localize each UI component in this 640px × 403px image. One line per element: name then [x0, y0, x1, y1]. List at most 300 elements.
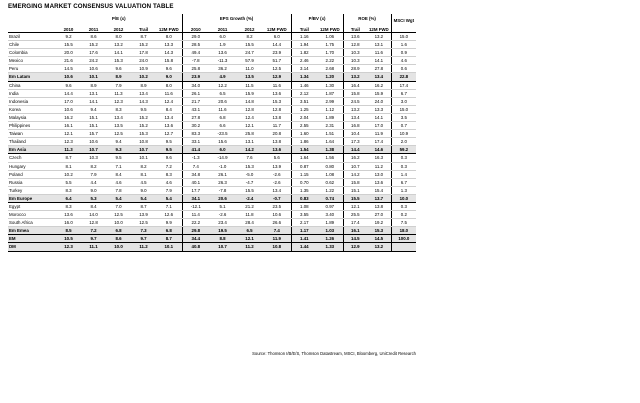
table-cell: 36.2: [209, 65, 236, 73]
table-cell: 1.64: [317, 138, 343, 146]
table-cell: 21.6: [56, 57, 81, 65]
table-cell: 13.1: [81, 89, 106, 97]
table-cell: 11.2: [367, 162, 391, 170]
table-cell: -2.6: [209, 211, 236, 219]
table-cell: 7.2: [156, 162, 182, 170]
table-cell: -14.9: [209, 154, 236, 162]
table-cell: 1.25: [291, 105, 317, 113]
table-cell: 10.1: [156, 243, 182, 251]
table-cell: 9.4: [81, 105, 106, 113]
table-cell: 13.4: [343, 113, 367, 121]
table-cell: 15.3: [263, 97, 291, 105]
table-cell: 24.0: [131, 57, 156, 65]
table-cell: 11.6: [209, 105, 236, 113]
table-cell: 13.8: [263, 113, 291, 121]
table-cell: 10.0: [106, 219, 131, 227]
market-name: China: [8, 81, 56, 89]
market-name: Taiwan: [8, 130, 56, 138]
table-cell: 13.4: [156, 113, 182, 121]
table-cell: 13.8: [263, 138, 291, 146]
table-cell: 11.6: [156, 89, 182, 97]
table-cell: 4.5: [131, 178, 156, 186]
market-name: Em Latam: [8, 73, 56, 81]
table-cell: -1.0: [209, 162, 236, 170]
table-cell: 8.7: [131, 202, 156, 210]
market-name: Em Asia: [8, 146, 56, 154]
table-cell: 12.1: [236, 122, 263, 130]
table-row: [8, 105, 416, 113]
table-row: [8, 162, 416, 170]
table-cell: 34.0: [182, 81, 209, 89]
table-cell: 13.0: [367, 170, 391, 178]
table-cell: 15.6: [209, 138, 236, 146]
table-cell: 13.3: [156, 41, 182, 49]
table-cell: 5.4: [131, 194, 156, 202]
table-cell: 10.7: [343, 162, 367, 170]
table-cell: 8.8: [209, 235, 236, 243]
table-cell: 12.4: [156, 97, 182, 105]
table-cell: 1.4: [391, 170, 416, 178]
table-cell: 16.2: [367, 81, 391, 89]
table-cell: 2.04: [291, 113, 317, 121]
table-cell: 0.80: [317, 162, 343, 170]
table-cell: 3.40: [317, 211, 343, 219]
table-cell: 1.6: [391, 41, 416, 49]
table-cell: 3.51: [291, 97, 317, 105]
table-cell: 10.7: [131, 146, 156, 154]
group-header-row: [8, 14, 416, 23]
table-row: [8, 130, 416, 138]
table-cell: 0.62: [317, 178, 343, 186]
column-header: 2010: [56, 23, 81, 33]
table-cell: 1.3: [391, 186, 416, 194]
table-cell: 11.9: [367, 130, 391, 138]
table-cell: 9.7: [81, 235, 106, 243]
table-cell: 6.4: [56, 194, 81, 202]
table-cell: -7.8: [209, 186, 236, 194]
table-row: [8, 97, 416, 105]
table-cell: 25.8: [182, 65, 209, 73]
table-cell: 6.8: [156, 227, 182, 235]
table-cell: 33.1: [182, 138, 209, 146]
table-cell: 1.44: [291, 243, 317, 251]
table-cell: 14.5: [56, 65, 81, 73]
table-cell: 6.5: [236, 227, 263, 235]
table-cell: 13.6: [209, 49, 236, 57]
table-cell: 23.9: [182, 73, 209, 81]
table-cell: 8.9: [131, 81, 156, 89]
table-cell: 12.1: [236, 235, 263, 243]
table-cell: 8.3: [56, 202, 81, 210]
table-cell: 13.2: [367, 33, 391, 41]
table-cell: 12.3: [106, 97, 131, 105]
table-cell: 20.8: [263, 130, 291, 138]
table-cell: 1.26: [317, 235, 343, 243]
table-cell: 11.2: [236, 243, 263, 251]
table-cell: 8.4: [156, 105, 182, 113]
table-cell: 9.7: [131, 235, 156, 243]
table-cell: 18.0: [391, 227, 416, 235]
table-cell: 23.4: [209, 219, 236, 227]
table-body: [8, 33, 416, 252]
table-cell: 1.54: [291, 146, 317, 154]
table-cell: 10.6: [56, 105, 81, 113]
table-cell: 10.0: [106, 243, 131, 251]
table-cell: 10.0: [391, 194, 416, 202]
table-cell: 10.2: [131, 73, 156, 81]
table-cell: 29.8: [182, 227, 209, 235]
table-cell: 1.82: [291, 49, 317, 57]
table-cell: 11.5: [236, 81, 263, 89]
table-cell: 10.4: [343, 130, 367, 138]
table-cell: 1.30: [317, 81, 343, 89]
table-cell: 15.8: [343, 89, 367, 97]
table-cell: 2.0: [391, 138, 416, 146]
table-cell: 17.3: [343, 138, 367, 146]
table-cell: 9.0: [131, 186, 156, 194]
market-name: Colombia: [8, 49, 56, 57]
market-name: Poland: [8, 170, 56, 178]
table-cell: 10.6: [263, 211, 291, 219]
table-cell: 14.3: [156, 49, 182, 57]
table-cell: 9.0: [156, 73, 182, 81]
table-cell: 15.5: [56, 41, 81, 49]
table-cell: 5.6: [263, 154, 291, 162]
table-cell: 16.2: [56, 113, 81, 121]
table-cell: 17.4: [391, 81, 416, 89]
table-cell: 9.0: [81, 186, 106, 194]
table-cell: 9.3: [106, 146, 131, 154]
table-cell: 15.8: [156, 57, 182, 65]
table-cell: 12.5: [263, 65, 291, 73]
table-cell: 11.3: [106, 89, 131, 97]
table-cell: 2.46: [291, 57, 317, 65]
table-cell: 14.1: [367, 57, 391, 65]
table-cell: -2.6: [263, 170, 291, 178]
table-cell: 24.0: [367, 97, 391, 105]
table-cell: 8.4: [81, 202, 106, 210]
table-cell: 6.7: [391, 178, 416, 186]
table-cell: 13.1: [367, 41, 391, 49]
table-cell: 34.8: [182, 170, 209, 178]
table-row: [8, 113, 416, 121]
table-cell: 13.6: [56, 211, 81, 219]
table-cell: 19.2: [367, 219, 391, 227]
table-cell: 10.3: [343, 57, 367, 65]
table-cell: 1.22: [317, 186, 343, 194]
market-name: Em Emea: [8, 227, 56, 235]
table-cell: 1.41: [291, 235, 317, 243]
market-name: Hungary: [8, 162, 56, 170]
table-cell: 11.0: [236, 65, 263, 73]
table-row: [8, 138, 416, 146]
table-cell: [391, 243, 416, 251]
market-name: Peru: [8, 65, 56, 73]
table-row: [8, 33, 416, 41]
table-cell: 15.5: [236, 41, 263, 49]
table-row: [8, 41, 416, 49]
table-cell: 10.9: [131, 65, 156, 73]
table-cell: 1.08: [291, 202, 317, 210]
column-header: Trail: [343, 23, 367, 33]
table-cell: 83.3: [182, 130, 209, 138]
table-cell: 15.4: [367, 186, 391, 194]
table-cell: 0.83: [291, 194, 317, 202]
table-cell: 3.5: [391, 113, 416, 121]
table-cell: 15.5: [236, 186, 263, 194]
table-cell: 1.56: [317, 154, 343, 162]
roe-group-header: ROE (%): [343, 14, 391, 23]
table-row: [8, 89, 416, 97]
table-cell: 13.2: [367, 243, 391, 251]
table-cell: 20.0: [56, 49, 81, 57]
table-cell: 12.7: [156, 130, 182, 138]
sub-header-row: [8, 23, 416, 33]
table-cell: 7.9: [106, 81, 131, 89]
table-cell: 14.4: [56, 89, 81, 97]
table-cell: 9.6: [56, 81, 81, 89]
table-cell: 17.4: [343, 219, 367, 227]
table-cell: 16.1: [343, 227, 367, 235]
table-cell: 12.9: [343, 243, 367, 251]
table-cell: 9.6: [106, 65, 131, 73]
table-cell: 8.6: [106, 235, 131, 243]
table-cell: 8.7: [131, 33, 156, 41]
table-cell: -12.1: [182, 202, 209, 210]
table-cell: 16.1: [56, 122, 81, 130]
market-name: Czech: [8, 154, 56, 162]
column-header: 2012: [106, 23, 131, 33]
market-name: Brazil: [8, 33, 56, 41]
table-cell: 4.6: [391, 57, 416, 65]
table-cell: 13.4: [131, 89, 156, 97]
table-cell: 15.1: [343, 186, 367, 194]
table-cell: 34.1: [182, 194, 209, 202]
table-cell: 12.1: [56, 130, 81, 138]
table-cell: 1.16: [291, 33, 317, 41]
table-cell: 1.89: [317, 113, 343, 121]
table-cell: 7.1: [156, 202, 182, 210]
table-cell: 27.8: [182, 113, 209, 121]
column-header: 2011: [209, 23, 236, 33]
table-cell: 12.5: [106, 211, 131, 219]
table-cell: 1.12: [317, 105, 343, 113]
table-cell: 28.4: [236, 219, 263, 227]
table-cell: 0.3: [391, 162, 416, 170]
table-cell: 8.1: [131, 170, 156, 178]
table-cell: 30.2: [182, 122, 209, 130]
market-name: EM: [8, 235, 56, 243]
table-cell: 6.7: [391, 89, 416, 97]
table-cell: 8.0: [156, 33, 182, 41]
column-header: 2012: [236, 23, 263, 33]
table-cell: -2.4: [236, 194, 263, 202]
table-cell: 11.4: [182, 211, 209, 219]
table-cell: 14.4: [343, 146, 367, 154]
table-cell: 7.2: [81, 227, 106, 235]
column-header: 12M FWD: [156, 23, 182, 33]
table-cell: 14.4: [263, 41, 291, 49]
table-cell: 3.55: [291, 211, 317, 219]
table-cell: 27.8: [367, 65, 391, 73]
table-cell: 20.6: [209, 194, 236, 202]
table-cell: 5.5: [56, 178, 81, 186]
table-row: [8, 186, 416, 194]
table-cell: 7.4: [182, 162, 209, 170]
table-cell: 1.70: [317, 49, 343, 57]
table-cell: 6.0: [209, 146, 236, 154]
table-cell: -7.8: [182, 57, 209, 65]
table-cell: 13.4: [106, 113, 131, 121]
table-cell: 14.8: [236, 97, 263, 105]
table-cell: 5.3: [81, 194, 106, 202]
table-cell: 9.4: [106, 138, 131, 146]
table-cell: 12.3: [56, 138, 81, 146]
table-cell: -2.6: [263, 178, 291, 186]
table-cell: 13.2: [343, 105, 367, 113]
column-header: 12M FWD: [317, 23, 343, 33]
table-cell: -11.3: [209, 57, 236, 65]
eps-group-header: EPS Growth (%): [182, 14, 291, 23]
table-cell: 0.9: [391, 49, 416, 57]
table-cell: 2.22: [317, 57, 343, 65]
table-cell: 25.8: [236, 130, 263, 138]
table-cell: 9.6: [156, 65, 182, 73]
table-cell: 12.8: [236, 105, 263, 113]
table-title: EMERGING MARKET CONSENSUS VALUATION TABLE: [8, 3, 174, 10]
table-cell: 17.8: [131, 49, 156, 57]
table-cell: 28.5: [182, 41, 209, 49]
table-cell: 0.2: [391, 211, 416, 219]
table-cell: 28.9: [343, 65, 367, 73]
market-name: DM: [8, 243, 56, 251]
table-cell: 15.3: [131, 130, 156, 138]
column-header: Trail: [131, 23, 156, 33]
market-name: Philippines: [8, 122, 56, 130]
table-cell: 10.6: [81, 138, 106, 146]
table-cell: 8.7: [56, 154, 81, 162]
table-cell: 10.9: [391, 130, 416, 138]
table-cell: 12.9: [263, 73, 291, 81]
table-cell: 12.5: [106, 130, 131, 138]
table-cell: 13.8: [367, 202, 391, 210]
table-cell: 8.3: [56, 186, 81, 194]
column-header: Trail: [291, 23, 317, 33]
table-cell: 1.87: [317, 89, 343, 97]
table-cell: 34.4: [182, 235, 209, 243]
table-cell: 12.1: [343, 202, 367, 210]
table-cell: 16.4: [343, 81, 367, 89]
market-name: Mexico: [8, 57, 56, 65]
market-name: Korea: [8, 105, 56, 113]
aggregate-row: [8, 194, 416, 202]
table-cell: 0.70: [291, 178, 317, 186]
table-cell: 2.31: [317, 122, 343, 130]
table-cell: 14.5: [343, 235, 367, 243]
market-name: Malaysia: [8, 113, 56, 121]
table-cell: 21.7: [182, 97, 209, 105]
table-cell: 15.2: [131, 113, 156, 121]
table-cell: 8.2: [81, 162, 106, 170]
table-cell: 14.6: [367, 146, 391, 154]
table-cell: 5.1: [209, 202, 236, 210]
table-row: [8, 178, 416, 186]
aggregate-row: [8, 243, 416, 251]
table-cell: 41.4: [182, 146, 209, 154]
table-cell: 2.55: [291, 122, 317, 130]
table-cell: 2.17: [291, 219, 317, 227]
table-cell: 3.0: [391, 97, 416, 105]
table-cell: 13.2: [343, 73, 367, 81]
table-row: [8, 65, 416, 73]
table-row: [8, 49, 416, 57]
table-cell: 12.8: [343, 41, 367, 49]
aggregate-row: [8, 235, 416, 243]
table-cell: 6.0: [263, 33, 291, 41]
table-cell: 9.6: [156, 154, 182, 162]
table-cell: 15.5: [343, 194, 367, 202]
table-cell: 9.5: [156, 138, 182, 146]
table-cell: 13.5: [106, 122, 131, 130]
msci-weight-header: MSCI Wgt: [393, 17, 415, 23]
table-cell: 11.3: [56, 146, 81, 154]
table-cell: 26.6: [263, 219, 291, 227]
table-cell: 11.8: [236, 211, 263, 219]
column-header: 12M FWD: [367, 23, 391, 33]
table-cell: 1.17: [291, 227, 317, 235]
table-cell: 13.6: [263, 89, 291, 97]
table-cell: 10.8: [131, 138, 156, 146]
table-cell: 1.06: [317, 33, 343, 41]
table-cell: 8.0: [156, 81, 182, 89]
table-cell: 4.9: [209, 73, 236, 81]
table-cell: 11.1: [81, 243, 106, 251]
table-cell: 1.9: [209, 41, 236, 49]
table-cell: 40.1: [182, 178, 209, 186]
table-cell: 23.9: [263, 49, 291, 57]
table-cell: 16.2: [343, 154, 367, 162]
table-cell: 17.7: [182, 186, 209, 194]
table-cell: 25.5: [343, 211, 367, 219]
table-cell: 9.5: [156, 146, 182, 154]
table-cell: 19.5: [209, 227, 236, 235]
table-cell: 14.1: [81, 97, 106, 105]
table-cell: 14.1: [106, 49, 131, 57]
table-cell: 26.1: [209, 170, 236, 178]
table-cell: 12.8: [81, 219, 106, 227]
table-cell: 10.8: [263, 243, 291, 251]
valuation-table: [8, 14, 416, 252]
table-cell: 15.0: [391, 33, 416, 41]
table-cell: 0.97: [317, 202, 343, 210]
table-cell: 10.2: [56, 170, 81, 178]
table-cell: 6.0: [209, 33, 236, 41]
table-cell: 7.8: [106, 186, 131, 194]
market-name: Indonesia: [8, 97, 56, 105]
table-cell: 13.6: [156, 122, 182, 130]
table-cell: 10.3: [81, 154, 106, 162]
source-note: Source: Thomson I/B/E/S, Thomson Datastream, MSCI, Bloomberg, UniCredit Research: [252, 351, 416, 356]
table-cell: 22.8: [391, 73, 416, 81]
table-cell: 16.3: [367, 154, 391, 162]
table-cell: 1.46: [291, 81, 317, 89]
table-cell: 13.9: [131, 211, 156, 219]
table-cell: 22.2: [182, 219, 209, 227]
table-cell: 14.0: [81, 211, 106, 219]
aggregate-row: [8, 227, 416, 235]
table-cell: 12.5: [131, 219, 156, 227]
table-cell: 8.5: [56, 227, 81, 235]
